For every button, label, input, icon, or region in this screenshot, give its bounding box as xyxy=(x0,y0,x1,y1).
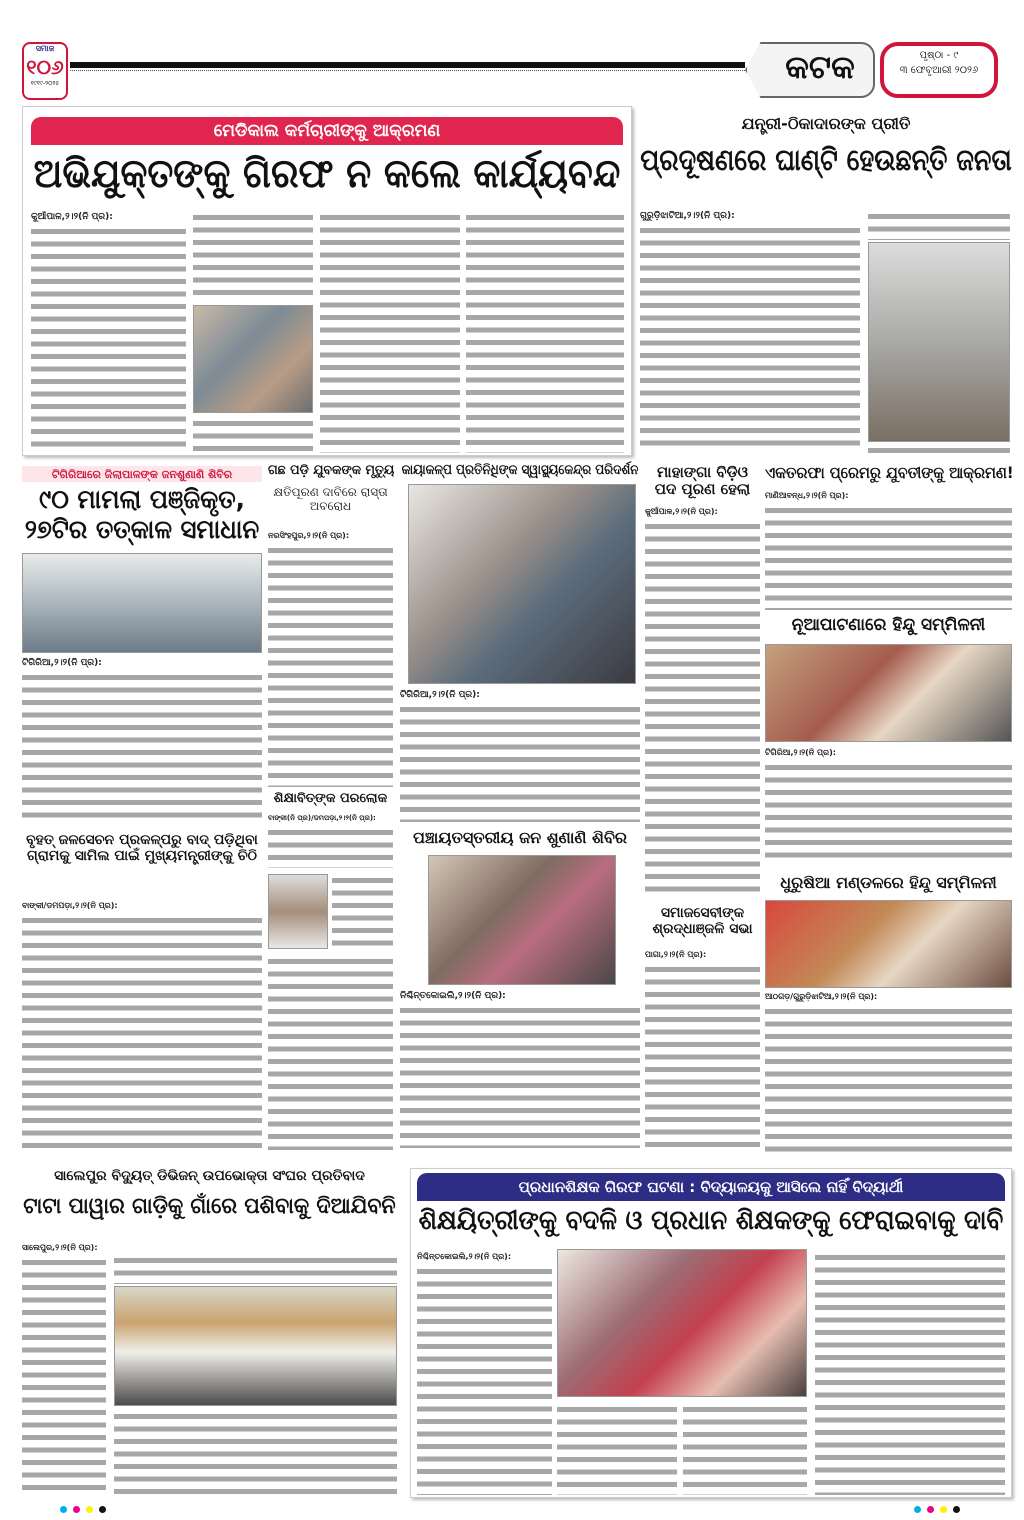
article-attack xyxy=(765,460,1012,610)
article-dateline: ଟିଗିରିଆ,୨।୨(ନି ପ୍ର): xyxy=(400,690,480,700)
article-photo xyxy=(193,305,313,413)
article-headline: ମାହାଙ୍ଗା ବିଡ଼ିଓ ପଦ ପୂରଣ ହେଲା xyxy=(654,463,751,499)
article-headline: ଧୁରୁଷିଆ ମଣ୍ଡଳରେ ହିନ୍ଦୁ ସମ୍ମିଳନୀ xyxy=(780,873,997,892)
article-tree xyxy=(268,460,393,790)
article-grievance xyxy=(22,460,262,825)
article-body xyxy=(645,520,760,898)
article-body xyxy=(466,211,624,453)
article-body xyxy=(557,1403,677,1495)
masthead xyxy=(0,0,1024,105)
article-dateline: ଟିଗିରିଆ,୨।୨(ନି ପ୍ର): xyxy=(765,748,836,757)
article-body xyxy=(400,703,640,822)
article-photo xyxy=(765,900,1012,988)
article-kicker: ସାଲେପୁର ବିଦ୍ୟୁତ୍ ଡିଭିଜନ୍ ଉପଭୋକ୍ତା ସଂଘର ପ୍ରତିବାଦ xyxy=(54,1168,365,1184)
article-body xyxy=(765,504,1012,610)
article-headline: ଶିକ୍ଷାବିତ୍ଙ୍କ ପରଲୋକ xyxy=(273,791,388,806)
page-number: ପୃଷ୍ଠା - ୯ xyxy=(919,50,959,61)
article-bdo xyxy=(645,460,760,900)
article-nuapatna xyxy=(765,612,1012,867)
article-body xyxy=(320,211,460,453)
article-body xyxy=(765,1005,1012,1154)
obituary-photo xyxy=(268,874,328,949)
article-dateline: ସାଲେପୁର,୨।୨(ନି ପ୍ର): xyxy=(22,1243,98,1252)
article-medical xyxy=(22,106,632,456)
page-date-badge xyxy=(880,42,998,98)
article-photo xyxy=(868,242,1010,442)
article-headline: କାୟାକଳ୍ପ ପ୍ରତିନିଧିଙ୍କ ସ୍ୱାସ୍ଥ୍ୟକେନ୍ଦ୍ର ପରିଦର୍ଶନ xyxy=(401,462,639,478)
article-photo xyxy=(557,1249,807,1397)
article-body xyxy=(193,417,313,453)
article-body xyxy=(193,211,313,301)
article-kicker: ଯନ୍ତ୍ରୀ-ଠିକାଦାରଙ୍କ ପ୍ରୀତି xyxy=(741,114,911,133)
article-body xyxy=(868,210,1010,240)
section-label: କଟକ xyxy=(785,48,855,86)
article-photo xyxy=(765,644,1012,742)
article-body xyxy=(268,544,393,787)
article-dateline: ବାଙ୍କୀ/ଡମପଡ଼ା,୨।୨(ନି ପ୍ର): xyxy=(22,901,118,910)
article-headline: ଏକତରଫା ପ୍ରେମରୁ ଯୁବତୀଙ୍କୁ ଆକ୍ରମଣ! xyxy=(765,463,1014,482)
article-dateline: ନରସିଂହପୁର,୨।୨(ନି ପ୍ର): xyxy=(268,531,350,540)
article-subhead: କ୍ଷତିପୂରଣ ଦାବିରେ ରାସ୍ତା ଅବରୋଧ xyxy=(273,485,388,513)
article-headline: ୯୦ ମାମଲା ପଞ୍ଜିକୃତ, ୨୭ଟିର ତତ୍କାଳ ସମାଧାନ xyxy=(24,485,260,545)
article-body xyxy=(332,874,393,949)
article-headline: ବୃହତ୍ ଜଳସେଚନ ପ୍ରକଳ୍ପରୁ ବାଦ୍ ପଡ଼ିଥିବା ଗ୍ରାମକୁ ସାମିଲ ପାଇଁ ମୁଖ୍ୟମନ୍ତ୍ରୀଙ୍କୁ ଚିଠି xyxy=(26,832,258,865)
article-photo xyxy=(22,553,262,653)
article-dateline: ବାଙ୍କୀ(ନି ପ୍ର)/ଡମପଡ଼ା,୨।୨(ନି ପ୍ର): xyxy=(268,814,376,822)
article-headline: ନୂଆପାଟଣାରେ ହିନ୍ଦୁ ସମ୍ମିଳନୀ xyxy=(791,615,986,635)
article-headline: ସମାଜସେବୀଙ୍କ ଶ୍ରଦ୍ଧାଞ୍ଜଳି ସଭା xyxy=(652,905,753,938)
article-body xyxy=(815,1251,1005,1495)
article-body xyxy=(765,761,1012,865)
masthead-rule xyxy=(70,62,745,68)
article-dateline: କୁଆଁପାଳ,୨।୨(ନି ପ୍ର): xyxy=(31,212,113,222)
article-tribute xyxy=(645,905,760,1155)
article-body xyxy=(268,826,393,868)
registration-marks xyxy=(60,1506,960,1514)
article-dateline: କୁଆଁପାଳ,୨।୨(ନି ପ୍ର): xyxy=(645,507,718,516)
article-photo xyxy=(408,484,636,684)
article-body xyxy=(31,225,186,453)
article-banner: ମେଡିକାଲ କର୍ମଚାରୀଙ୍କୁ ଆକ୍ରମଣ xyxy=(31,117,623,145)
article-dateline: ଟିଗିରିଆ,୨।୨(ନି ପ୍ର): xyxy=(22,658,102,668)
article-dateline: ପାଗା,୨।୨(ନି ପ୍ର): xyxy=(645,950,707,959)
article-headline: ଅଭିଯୁକ୍ତଙ୍କୁ ଗିରଫ ନ କଲେ କାର୍ଯ୍ୟବନ୍ଦ xyxy=(33,151,621,197)
article-kayakalp xyxy=(400,460,640,825)
issue-date: ୩ ଫେବୃଆରୀ ୨୦୨୬ xyxy=(899,65,979,76)
article-body xyxy=(417,1265,552,1495)
article-photo xyxy=(428,855,616,985)
article-body xyxy=(22,914,262,1152)
article-kicker: ଟିଗିରିଆରେ ଜିଲାପାଳଙ୍କ ଜନଶୁଣାଣି ଶିବିର xyxy=(51,468,233,481)
article-body xyxy=(114,1254,397,1284)
logo-number: ୧୦୬ xyxy=(26,55,64,79)
article-body xyxy=(22,1256,106,1494)
article-dateline: ମାଣିଆବନ୍ଧ,୨।୨(ନି ପ୍ର): xyxy=(765,491,849,500)
article-panchayat xyxy=(400,825,640,1155)
article-dateline: ନିଶ୍ଚିନ୍ତକୋଇଲି,୨।୨(ନି ପ୍ର): xyxy=(417,1252,512,1261)
article-body xyxy=(683,1403,807,1495)
article-headline: ଟାଟା ପାୱାର ଗାଡ଼ିକୁ ଗାଁରେ ପଶିବାକୁ ଦିଆଯିବନି xyxy=(23,1194,396,1219)
article-photo xyxy=(114,1286,397,1406)
logo-text: ସମାଜ xyxy=(35,44,55,53)
article-headmaster xyxy=(410,1168,1012,1498)
anniversary-logo xyxy=(22,42,68,100)
article-body xyxy=(400,1004,640,1148)
article-body xyxy=(268,955,393,1150)
logo-years: ୧୯୧୯-୨୦୨୫ xyxy=(30,80,60,87)
article-dateline: ଆଠଗଡ଼/ଗୁରୁଡ଼ିଝାଟିଆ,୨।୨(ନି ପ୍ର): xyxy=(765,992,878,1001)
article-headline: ଶିକ୍ଷୟିତ୍ରୀଙ୍କୁ ବଦଳି ଓ ପ୍ରଧାନ ଶିକ୍ଷକଙ୍କୁ ଫେରାଇବାକୁ ଦାବି xyxy=(418,1205,1004,1236)
article-headline: ଗଛ ପଡ଼ି ଯୁବକଙ୍କ ମୃତ୍ୟୁ xyxy=(268,463,395,478)
article-salepur xyxy=(22,1160,397,1500)
article-banner: ପ୍ରଧାନଶିକ୍ଷକ ଗିରଫ ଘଟଣା : ବିଦ୍ୟାଳୟକୁ ଆସିଲେ ନାହିଁ ବିଦ୍ୟାର୍ଥୀ xyxy=(417,1173,1005,1201)
article-headline: ପ୍ରଦୂଷଣରେ ଘାଣ୍ଟି ହେଉଛନ୍ତି ଜନତା xyxy=(640,143,1012,178)
article-dateline: ନିଶ୍ଚିନ୍ତକୋଇଲି,୨।୨(ନି ପ୍ର): xyxy=(400,991,506,1001)
article-body xyxy=(645,963,760,1153)
article-irrigation xyxy=(22,828,262,1155)
article-obituary xyxy=(268,792,393,952)
article-body xyxy=(640,224,860,452)
masthead-dotted-rule xyxy=(70,70,745,72)
article-dhurusia xyxy=(765,870,1012,1155)
article-pollution xyxy=(640,106,1012,456)
article-headline: ପଞ୍ଚାୟତସ୍ତରୀୟ ଜନ ଶୁଣାଣି ଶିବିର xyxy=(412,828,627,847)
article-body xyxy=(114,1410,397,1494)
article-dateline: ଗୁରୁଡ଼ିଝାଟିଆ,୨।୨(ନି ପ୍ର): xyxy=(640,211,735,221)
article-body xyxy=(868,444,1010,456)
article-body xyxy=(22,671,262,825)
